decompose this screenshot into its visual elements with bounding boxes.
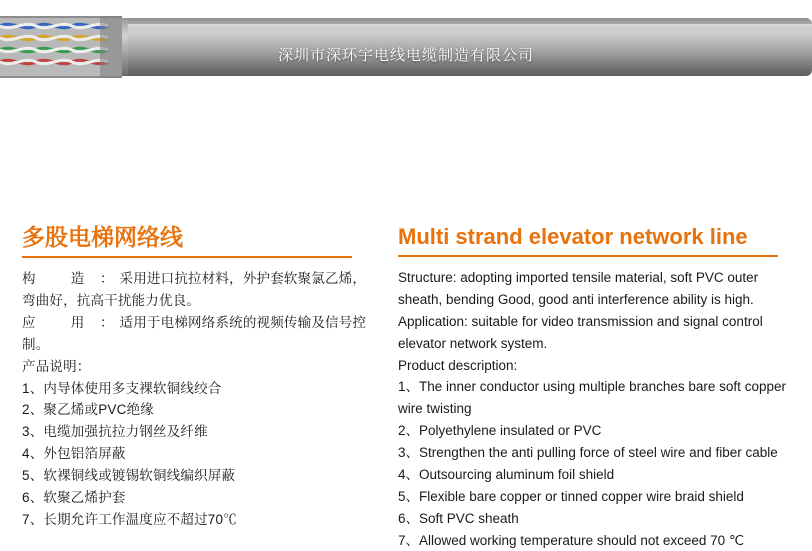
english-divider	[398, 255, 778, 257]
chinese-list-item: 3、电缆加强抗拉力钢丝及纤维	[22, 421, 372, 443]
english-structure: Structure: adopting imported tensile material, soft PVC outer sheath, bending Good, good anti interference ability is high.	[398, 267, 798, 311]
chinese-application-label: 应 用 ：	[22, 315, 120, 330]
chinese-application	[22, 312, 372, 356]
chinese-list-item: 6、软聚乙烯护套	[22, 487, 372, 509]
chinese-list-item: 7、长期允许工作温度应不超过70℃	[22, 509, 372, 531]
chinese-title: 多股电梯网络线	[22, 225, 372, 250]
chinese-divider	[22, 256, 352, 258]
english-list-item: 2、Polyethylene insulated or PVC	[398, 420, 798, 442]
banner	[0, 0, 812, 95]
english-list-item: 5、Flexible bare copper or tinned copper wire braid shield	[398, 486, 798, 508]
english-title: Multi strand elevator network line	[398, 225, 798, 249]
chinese-list-item: 4、外包铝箔屏蔽	[22, 443, 372, 465]
english-body	[398, 267, 798, 551]
chinese-list-item: 2、聚乙烯或PVC绝缘	[22, 399, 372, 421]
english-list-item: 4、Outsourcing aluminum foil shield	[398, 464, 798, 486]
chinese-list-item: 1、内导体使用多支裸软铜线绞合	[22, 378, 372, 400]
chinese-body	[22, 268, 372, 530]
company-name: 深圳市深环宇电线电缆制造有限公司	[0, 44, 812, 65]
english-application: Application: suitable for video transmission and signal control elevator network system.	[398, 311, 798, 355]
english-list-item: 6、Soft PVC sheath	[398, 508, 798, 530]
english-list-item: 7、Allowed working temperature should not exceed 70 ℃	[398, 530, 798, 551]
chinese-structure-text: 采用进口抗拉材料，外护套软聚氯乙烯，弯曲好，抗高干扰能力优良。	[22, 271, 366, 308]
chinese-list-item: 5、软裸铜线或镀锡软铜线编织屏蔽	[22, 465, 372, 487]
chinese-column	[22, 225, 372, 531]
english-list-item: 3、Strengthen the anti pulling force of steel wire and fiber cable	[398, 442, 798, 464]
chinese-product-desc-label: 产品说明：	[22, 356, 372, 378]
english-list-item: 1、The inner conductor using multiple branches bare soft copper wire twisting	[398, 376, 798, 420]
english-product-desc-label: Product description:	[398, 355, 798, 377]
chinese-structure	[22, 268, 372, 312]
chinese-application-text: 适用于电梯网络系统的视频传输及信号控制。	[22, 315, 366, 352]
english-column	[398, 225, 798, 551]
chinese-structure-label: 构 造 ：	[22, 271, 120, 286]
